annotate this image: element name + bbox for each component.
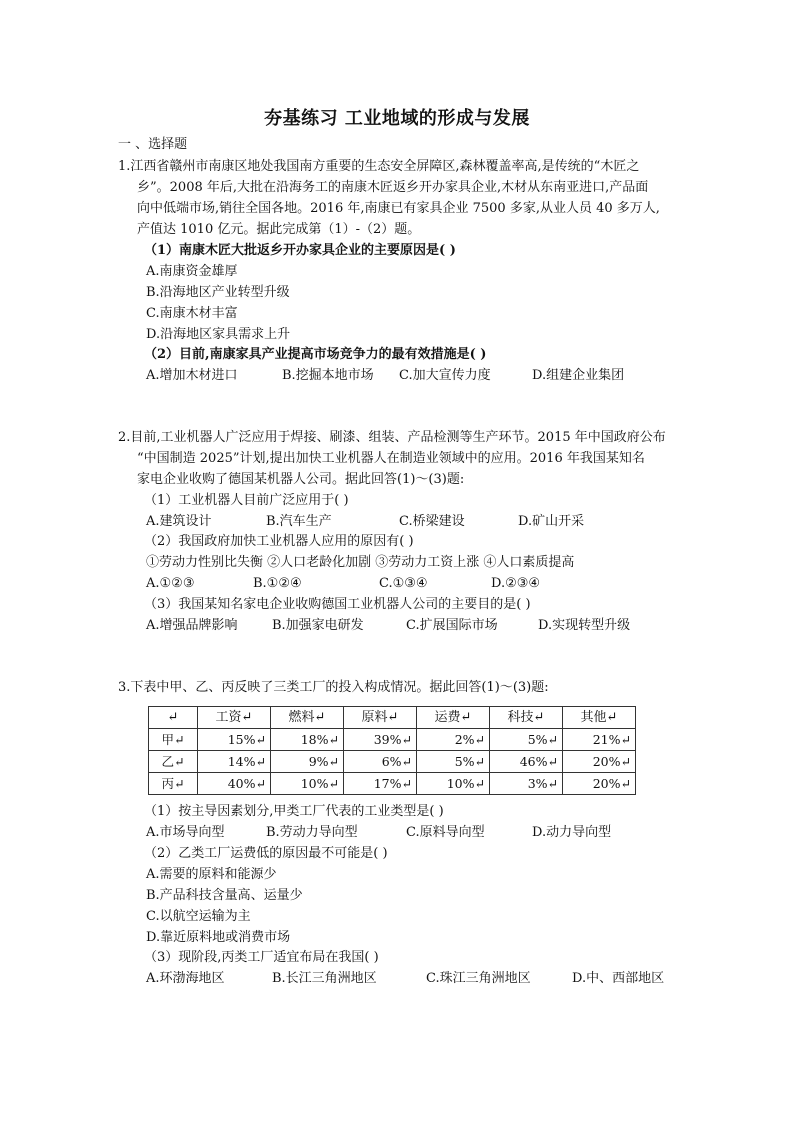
table-cell: 5%↵ bbox=[490, 729, 563, 751]
q1-sub2-option-d[interactable]: D.组建企业集团 bbox=[532, 368, 625, 383]
table-row-label: 丙↵ bbox=[149, 773, 198, 795]
q1-stem-line: 向中低端市场,销往全国各地。2016 年,南康已有家具企业 7500 多家,从业人员 40 多万人, bbox=[137, 201, 660, 216]
q2-sub1-option-b[interactable]: B.汽车生产 bbox=[266, 514, 332, 529]
q2-sub1-option-c[interactable]: C.桥梁建设 bbox=[399, 514, 465, 529]
q2-sub2-statements: ①劳动力性别比失衡 ②人口老龄化加剧 ③劳动力工资上涨 ④人口素质提高 bbox=[146, 555, 575, 570]
table-header-cell: 科技↵ bbox=[490, 707, 563, 729]
q3-sub1-option-c[interactable]: C.原料导向型 bbox=[406, 825, 485, 840]
table-cell: 3%↵ bbox=[490, 773, 563, 795]
table-row bbox=[149, 729, 636, 751]
q3-sub1-option-d[interactable]: D.动力导向型 bbox=[532, 825, 612, 840]
q1-sub2-option-c[interactable]: C.加大宣传力度 bbox=[399, 368, 491, 383]
q2-sub2-option-b[interactable]: B.①②④ bbox=[253, 576, 302, 591]
table-cell: 21%↵ bbox=[563, 729, 636, 751]
q1-sub1-option-c[interactable]: C.南康木材丰富 bbox=[146, 306, 238, 321]
table-header-row bbox=[149, 707, 636, 729]
table-cell: 15%↵ bbox=[198, 729, 271, 751]
q2-sub3-option-a[interactable]: A.增强品牌影响 bbox=[146, 618, 238, 633]
table-cell: 17%↵ bbox=[344, 773, 417, 795]
q3-sub1-option-a[interactable]: A.市场导向型 bbox=[146, 825, 225, 840]
table-cell: 10%↵ bbox=[417, 773, 490, 795]
q2-sub2-option-a[interactable]: A.①②③ bbox=[146, 576, 195, 591]
q1-sub1-option-b[interactable]: B.沿海地区产业转型升级 bbox=[146, 285, 290, 300]
table-row-label: 甲↵ bbox=[149, 729, 198, 751]
q3-sub3-option-b[interactable]: B.长江三角洲地区 bbox=[272, 971, 377, 986]
q1-sub2-option-b[interactable]: B.挖掘本地市场 bbox=[282, 368, 374, 383]
table-cell: 6%↵ bbox=[344, 751, 417, 773]
q2-sub3-option-b[interactable]: B.加强家电研发 bbox=[272, 618, 364, 633]
table-header-cell: 原料↵ bbox=[344, 707, 417, 729]
input-composition-table bbox=[148, 706, 636, 795]
table-corner-cell: ↵ bbox=[149, 707, 198, 729]
table-header-cell: 燃料↵ bbox=[271, 707, 344, 729]
table-row-label: 乙↵ bbox=[149, 751, 198, 773]
table-cell: 46%↵ bbox=[490, 751, 563, 773]
table-header-cell: 其他↵ bbox=[563, 707, 636, 729]
table-cell: 39%↵ bbox=[344, 729, 417, 751]
q2-sub2-option-c[interactable]: C.①③④ bbox=[379, 576, 428, 591]
table-header-cell: 工资↵ bbox=[198, 707, 271, 729]
q2-stem-line: 家电企业收购了德国某机器人公司。据此回答(1)～(3)题: bbox=[137, 472, 465, 487]
table-row bbox=[149, 751, 636, 773]
q3-stem: 3.下表中甲、乙、丙反映了三类工厂的投入构成情况。据此回答(1)～(3)题: bbox=[118, 680, 549, 695]
q1-sub2-prompt: （2）目前,南康家具产业提高市场竞争力的最有效措施是( ) bbox=[144, 347, 487, 362]
q1-stem-line: 1.江西省赣州市南康区地处我国南方重要的生态安全屏障区,森林覆盖率高,是传统的“木匠之 bbox=[118, 159, 640, 174]
table-cell: 9%↵ bbox=[271, 751, 344, 773]
table-cell: 2%↵ bbox=[417, 729, 490, 751]
q3-sub2-option-d[interactable]: D.靠近原料地或消费市场 bbox=[146, 930, 291, 945]
q3-sub3-option-a[interactable]: A.环渤海地区 bbox=[146, 971, 225, 986]
q2-sub3-option-d[interactable]: D.实现转型升级 bbox=[538, 618, 631, 633]
q3-sub3-prompt: （3）现阶段,丙类工厂适宜布局在我国( ) bbox=[144, 950, 379, 965]
table-cell: 20%↵ bbox=[563, 773, 636, 795]
q1-sub1-option-a[interactable]: A.南康资金雄厚 bbox=[146, 264, 238, 279]
table-header-cell: 运费↵ bbox=[417, 707, 490, 729]
table-cell: 20%↵ bbox=[563, 751, 636, 773]
q2-sub1-prompt: （1）工业机器人目前广泛应用于( ) bbox=[144, 493, 349, 508]
q3-sub1-option-b[interactable]: B.劳动力导向型 bbox=[266, 825, 358, 840]
q3-sub3-option-d[interactable]: D.中、西部地区 bbox=[572, 971, 665, 986]
q1-sub1-option-d[interactable]: D.沿海地区家具需求上升 bbox=[146, 327, 291, 342]
q3-sub2-prompt: （2）乙类工厂运费低的原因最不可能是( ) bbox=[144, 846, 388, 861]
table-row bbox=[149, 773, 636, 795]
q2-stem-line: 2.目前,工业机器人广泛应用于焊接、刷漆、组装、产品检测等生产环节。2015 年中国政府公布 bbox=[118, 430, 666, 445]
q2-sub1-option-a[interactable]: A.建筑设计 bbox=[146, 514, 212, 529]
table-cell: 5%↵ bbox=[417, 751, 490, 773]
q2-sub2-option-d[interactable]: D.②③④ bbox=[491, 576, 541, 591]
q3-sub2-option-a[interactable]: A.需要的原料和能源少 bbox=[146, 867, 277, 882]
q2-sub1-option-d[interactable]: D.矿山开采 bbox=[518, 514, 585, 529]
q1-sub2-option-a[interactable]: A.增加木材进口 bbox=[146, 368, 238, 383]
table-cell: 18%↵ bbox=[271, 729, 344, 751]
q2-sub2-prompt: （2）我国政府加快工业机器人应用的原因有( ) bbox=[144, 534, 414, 549]
section-heading: 一 、选择题 bbox=[118, 137, 188, 152]
q2-sub3-prompt: （3）我国某知名家电企业收购德国工业机器人公司的主要目的是( ) bbox=[144, 597, 531, 612]
q3-sub1-prompt: （1）按主导因素划分,甲类工厂代表的工业类型是( ) bbox=[144, 804, 444, 819]
q1-sub1-prompt: （1）南康木匠大批返乡开办家具企业的主要原因是( ) bbox=[144, 243, 456, 258]
q1-stem-line: 乡”。2008 年后,大批在沿海务工的南康木匠返乡开办家具企业,木材从东南亚进口,产品面 bbox=[137, 180, 649, 195]
table-cell: 40%↵ bbox=[198, 773, 271, 795]
q3-sub3-option-c[interactable]: C.珠江三角洲地区 bbox=[426, 971, 531, 986]
q2-sub3-option-c[interactable]: C.扩展国际市场 bbox=[406, 618, 498, 633]
table-cell: 14%↵ bbox=[198, 751, 271, 773]
page-title: 夯基练习 工业地域的形成与发展 bbox=[264, 108, 530, 129]
q2-stem-line: “中国制造 2025”计划,提出加快工业机器人在制造业领域中的应用。2016 年我国某知名 bbox=[137, 451, 645, 466]
q3-sub2-option-c[interactable]: C.以航空运输为主 bbox=[146, 909, 251, 924]
q1-stem-line: 产值达 1010 亿元。据此完成第（1）-（2）题。 bbox=[137, 222, 421, 237]
q3-sub2-option-b[interactable]: B.产品科技含量高、运量少 bbox=[146, 888, 303, 903]
table-cell: 10%↵ bbox=[271, 773, 344, 795]
